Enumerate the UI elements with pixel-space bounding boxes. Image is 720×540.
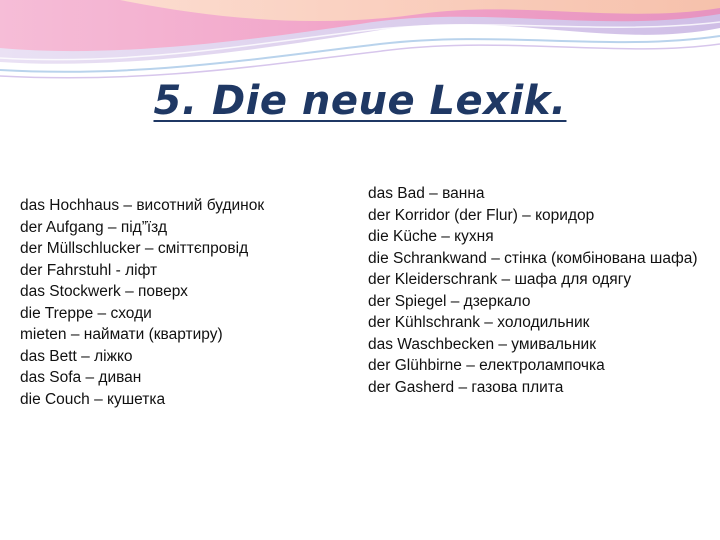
- vocab-item: der Korridor (der Flur) – коридор: [368, 206, 595, 224]
- vocab-item: die Treppe – сходи: [20, 304, 152, 322]
- vocab-item: der Müllschlucker – сміттєпровід: [20, 240, 249, 257]
- vocab-item: der Fahrstuhl - ліфт: [20, 261, 158, 279]
- vocab-item: das Stockwerk – поверх: [20, 283, 188, 300]
- vocab-item: der Kühlschrank – холодильник: [368, 314, 590, 331]
- vocab-item: die Couch – кушетка: [20, 390, 166, 408]
- vocabulary-list-right: [368, 183, 708, 398]
- vocab-item: das Sofa – диван: [20, 369, 142, 386]
- vocab-item: der Spiegel – дзеркало: [368, 292, 531, 310]
- decorative-waves-header: [0, 0, 720, 90]
- vocab-item: die Schrankwand – стінка (комбінована шафа): [368, 249, 698, 267]
- vocab-item: die Küche – кухня: [368, 228, 494, 245]
- vocab-item: mieten – наймати (квартиру): [20, 326, 223, 343]
- slide-title: 5. Die neue Lexik.: [153, 78, 567, 124]
- vocab-item: das Waschbecken – умивальник: [368, 335, 596, 353]
- vocab-item: der Kleiderschrank – шафа для одягу: [368, 271, 632, 288]
- vocab-item: das Bad – ванна: [368, 185, 485, 202]
- vocab-item: der Glühbirne – електролампочка: [368, 357, 605, 374]
- vocab-item: der Aufgang – під”їзд: [20, 218, 167, 236]
- vocab-item: der Gasherd – газова плита: [368, 378, 564, 396]
- vocab-item: das Hochhaus – висотний будинок: [20, 197, 265, 214]
- vocabulary-list-left: [20, 195, 340, 410]
- vocab-item: das Bett – ліжко: [20, 347, 133, 365]
